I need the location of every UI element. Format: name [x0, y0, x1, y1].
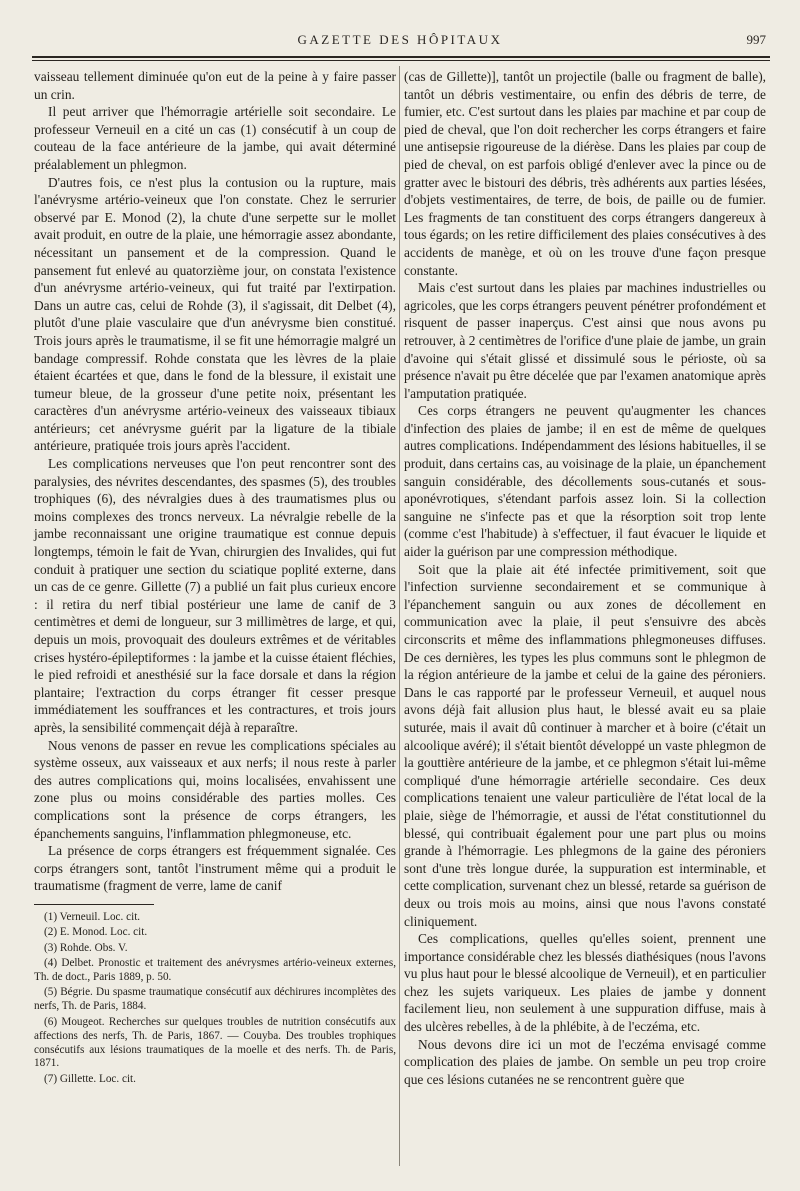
right-column — [404, 68, 766, 1178]
page-header — [0, 0, 800, 60]
footnote: (2) E. Monod. Loc. cit. — [44, 926, 148, 939]
page-number: 997 — [746, 32, 766, 47]
paragraph: Les complications nerveuses que l'on peut rencontrer sont des paralysies, des névrites descendantes, des spasmes (5), des troubles trophiques (6), des névralgies dues à des traumatismes plus ou moins complexes des troncs nerveux. La névralgie rebelle de la jambe reconnaissant une origine traumatique est connue depuis longtemps, témoin le fait de Yvan, chirurgien des Invalides, qui fut conduit à pratiquer une section du sciatique poplité externe, dans un cas de ce genre. Gillette (7) a publié un fait plus curieux encore : il retira du nerf tibial postérieur une lame de canif de 3 centimètres et demi de longueur, sur 3 millimètres de large, et qui, depuis un mois, provoquait des douleurs extrêmes et de véritables crises hystéro-épileptiformes : la jambe et la cuisse étaient fléchies, le pied refroidi et anesthésié sur la face dorsale et dans la région plantaire; l'extraction du corps étranger fit cesser presque immédiatement les souffrances et les contractures, et trois jours après, la sensibilité commençait déjà à reparaître. — [34, 456, 396, 735]
footnote-separator — [34, 904, 154, 905]
paragraph: Mais c'est surtout dans les plaies par machines industrielles ou agricoles, que les corps étrangers peuvent pénétrer profondément et risquent de passer inaperçus. C'est ainsi que nous avons pu retrouver, à 2 centimètres de l'orifice d'une plaie de jambe, un grain d'avoine qui s'était glissé et dissimulé sous le périoste, où sa présence n'avait pu être décelée que par l'examen anatomique après l'amputation pratiquée. — [404, 280, 766, 401]
paragraph: Nous venons de passer en revue les complications spéciales au système osseux, aux vaisseaux et aux nerfs; il nous reste à parler des autres complications qui, moins localisées, envahissent une zone plus ou moins considérable des parties molles. Ces complications sont la présence de corps étrangers, les épanchements sanguins, l'inflammation phlegmoneuse, etc. — [34, 737, 396, 841]
paragraph: D'autres fois, ce n'est plus la contusion ou la rupture, mais l'anévrysme artério-veineux que l'on constate. Chez le serrurier observé par E. Monod (2), la chute d'une serpette sur le mollet avait produit, en outre de la plaie, une hémorragie assez abondante, nécessitant un pansement et de la compression. Quand le pansement fut enlevé au quatorzième jour, on constata l'existence d'un anévrysme artério-veineux, qui fut traité par l'extirpation. Dans un autre cas, celui de Rohde (3), il s'agissait, dit Delbet (4), plutôt d'une plaie vasculaire que d'un anévrysme bien constitué. Trois jours après le traumatisme, il se fit une hémorragie malgré un bandage compressif. Rohde constata que les lèvres de la plaie étaient écartées et que, dans le fond de la blessure, il existait une tumeur bleue, de la grosseur d'une petite noix, présentant les caractères d'un anévrysme artério-veineux des vaisseaux tibiaux antérieurs; cet anévrysme guérit par la ligature de la tibiale antérieure, pratiquée trois jours après l'accident. — [34, 174, 396, 454]
header-rule-thick — [32, 56, 770, 58]
footnote: (6) Mougeot. Recherches sur quelques troubles de nutrition consécutifs aux affections des nerfs, Th. de Paris, 1867. — Couyba. Des troubles trophiques consécutifs aux lésions traumatiques de la moelle et des nerfs. Th. de Paris, 1871. — [34, 1015, 396, 1070]
footnotes — [34, 911, 396, 1087]
paragraph: (cas de Gillette)], tantôt un projectile (balle ou fragment de balle), tantôt un débris vestimentaire, ou enfin des débris de terre, de fumier, etc. C'est surtout dans les plaies par machine et par coup de pied de cheval, que l'on doit rechercher les corps étrangers et faire une antisepsie rigoureuse de la diérèse. Dans les plaies par coup de pied de cheval, on est parfois obligé d'enlever avec la pince ou de gratter avec le bistouri des débris, très adhérents aux parties lésées, d'objets vestimentaires, de terre, de bois, de paille ou de fumier. Les fragments de tan constituent des corps étrangers dangereux à tous égards; on les retire difficilement des plaies consécutives à des accidents de manège, et où on les trouve d'une façon presque constante. — [404, 69, 766, 278]
column-divider — [399, 66, 400, 1166]
header-rule-thin — [32, 60, 770, 61]
paragraph: La présence de corps étrangers est fréquemment signalée. Ces corps étrangers sont, tantôt l'instrument même qui a produit le traumatisme (fragment de verre, lame de canif — [34, 843, 396, 894]
paragraph: Ces complications, quelles qu'elles soient, prennent une importance considérable chez les blessés diathésiques (nous l'avons vu plus haut pour le blessé alcoolique de Verneuil), et en particulier chez les sujets variqueux. Les plaies de jambe y donnent facilement lieu, non seulement à une suppuration diffuse, mais à des ulcères rebelles, à de la phlébite, à de l'eczéma, etc. — [404, 931, 766, 1035]
paragraph: vaisseau tellement diminuée qu'on eut de la peine à y faire passer un crin. — [34, 69, 396, 102]
footnote: (5) Bégrie. Du spasme traumatique consécutif aux déchirures incomplètes des nerfs, Th. de Paris, 1884. — [34, 986, 396, 1013]
footnote: (7) Gillette. Loc. cit. — [44, 1072, 136, 1085]
left-column — [34, 68, 396, 1178]
footnote: (3) Rohde. Obs. V. — [44, 941, 128, 954]
footnote: (1) Verneuil. Loc. cit. — [44, 910, 141, 923]
paragraph: Ces corps étrangers ne peuvent qu'augmenter les chances d'infection des plaies de jambe; il en est de même de quelques autres complications. Indépendamment des lésions habituelles, il se produit, dans certains cas, au voisinage de la plaie, un épanchement sanguin considérable, des décollements sous-cutanés et sous-aponévrotiques, s'étendant parfois assez loin. Si la collection sanguine ne s'infecte pas et que la résorption soit trop lente (comme c'est l'habitude) à s'effectuer, il faut évacuer le liquide et aider la guérison par une compression méthodique. — [404, 403, 766, 560]
running-title: GAZETTE DES HÔPITAUX — [297, 32, 503, 47]
footnote: (4) Delbet. Pronostic et traitement des anévrysmes artério-veineux externes, Th. de doct., Paris 1889, p. 50. — [34, 957, 396, 984]
paragraph: Il peut arriver que l'hémorragie artérielle soit secondaire. Le professeur Verneuil en a cité un cas (1) consécutif à un coup de couteau de la face antérieure de la jambe, qui avait déterminé préalablement un phlegmon. — [34, 104, 396, 172]
paragraph: Nous devons dire ici un mot de l'eczéma envisagé comme complication des plaies de jambe. On semble un peu trop croire que ces lésions cutanées ne se rencontrent guère que — [404, 1036, 766, 1087]
paragraph: Soit que la plaie ait été infectée primitivement, soit que l'infection survienne secondairement et se communique à l'épanchement sanguin ou aux zones de décollement en communication avec la plaie, il peut s'ensuivre des abcès circonscrits et même des inflammations phlegmoneuses diffuses. De ces dernières, les types les plus communs sont le phlegmon de la région antérieure de la jambe et celui de la gaine des péroniers. Dans le cas rapporté par le professeur Verneuil, et auquel nous avons déjà fait allusion plus haut, le blessé avait eu sa plaie suturée, mais il avait dû continuer à marcher et à boire (c'était un alcoolique avéré); il s'était bientôt développé un vaste phlegmon de la gouttière antérieure de la jambe, et ce phlegmon s'était lui-même compliqué d'une hémorragie artérielle secondaire. Ces deux complications tenaient une valeur particulière de l'état local de la plaie, siège de l'hémorragie, et aussi de l'état constitutionnel du blessé, qui contribuait également pour une part plus ou moins grande à l'hémorragie. Les phlegmons de la gaine des péroniers sont d'une très longue durée, la suppuration est interminable, et cette complication, survenant chez un blessé, retarde sa guérison de deux ou trois mois au moins, ainsi que nous l'avons constaté cliniquement. — [404, 561, 766, 929]
